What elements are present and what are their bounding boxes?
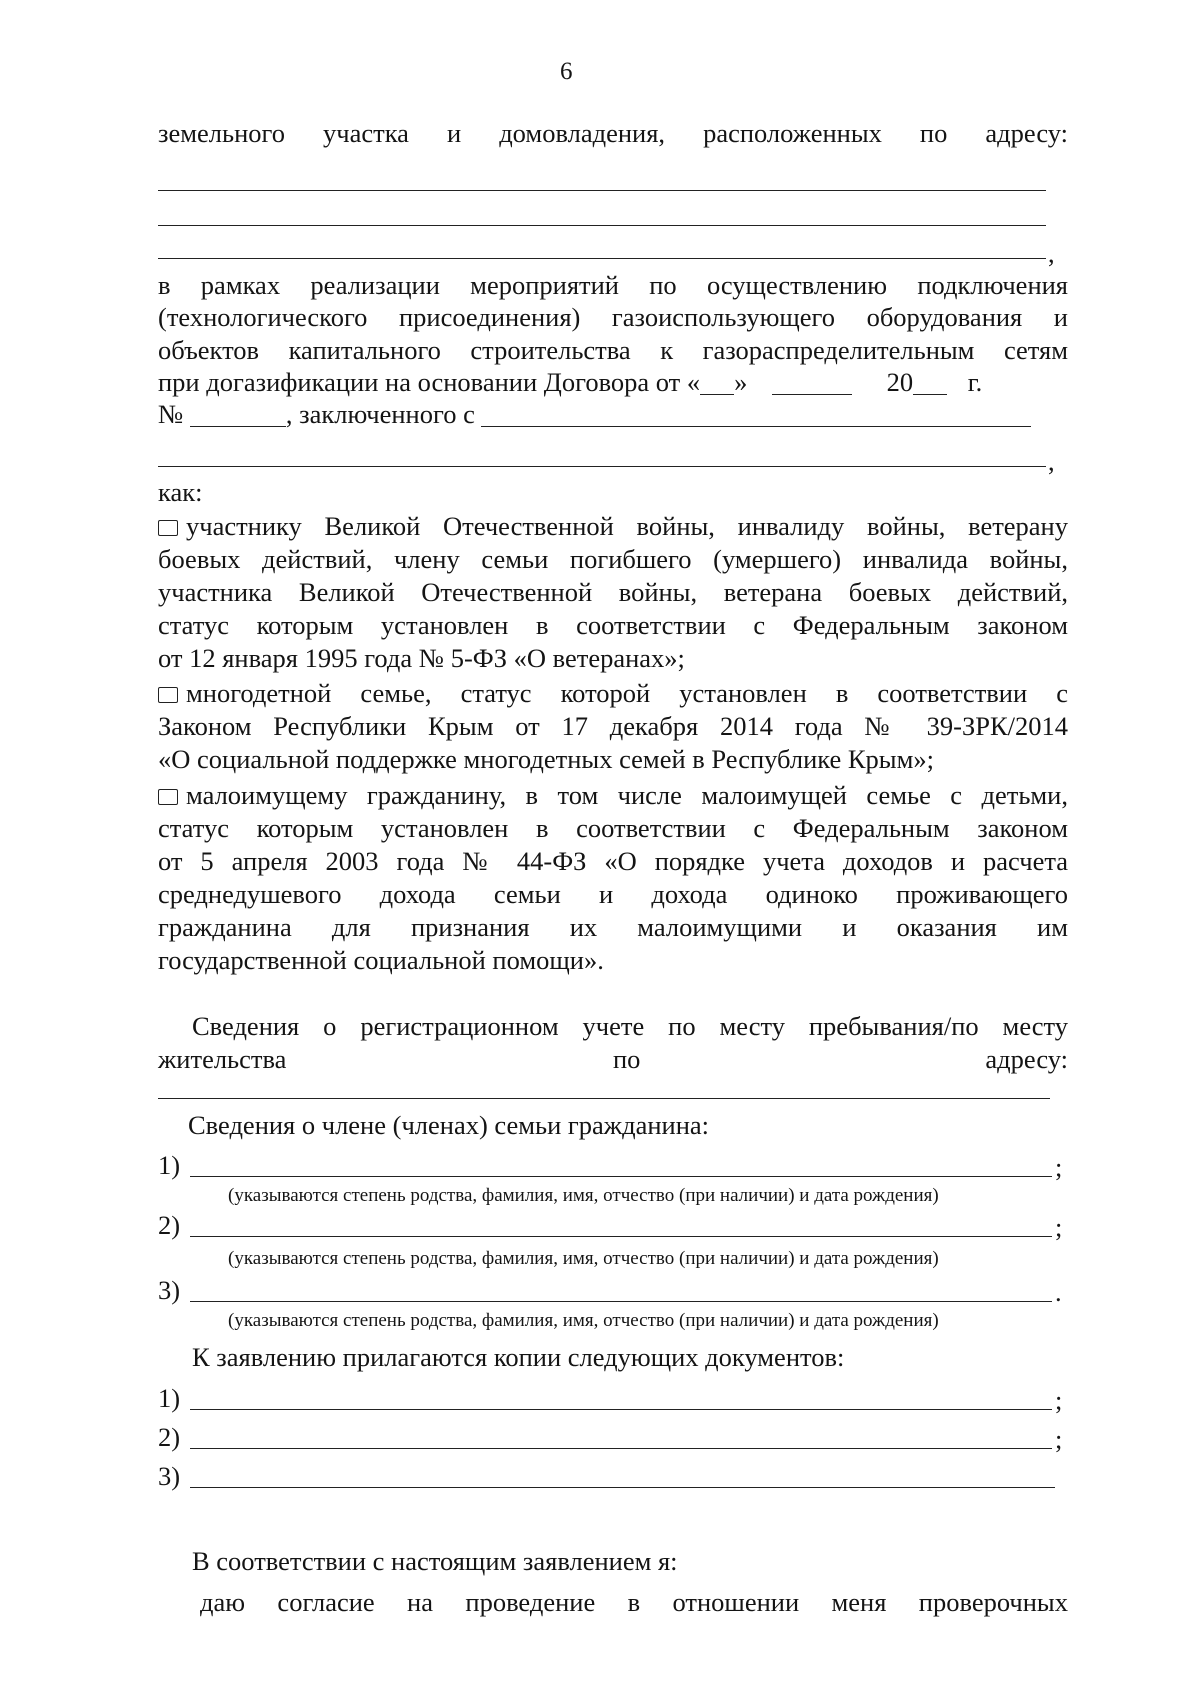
contract-date-label: при догазификации на основании Договора от « (158, 367, 701, 397)
registration-line-1: Сведения о регистрационном учете по месту пребывания/по месту (192, 1011, 1068, 1041)
status-option-3-line-2: статус которым установлен в соответствии с Федеральным законом (158, 813, 1068, 843)
status-option-3-line-1 (158, 780, 1068, 810)
contract-year-blank[interactable] (913, 370, 947, 395)
documents-item-1-end: ; (1055, 1385, 1063, 1415)
status-option-1-checkbox[interactable] (158, 520, 178, 536)
family-title: Сведения о члене (членах) семьи гражданина: (188, 1110, 710, 1140)
contract-year-suffix: г. (967, 367, 983, 397)
documents-item-2-number: 2) (158, 1422, 181, 1452)
status-option-3-line-3: от 5 апреля 2003 года № 44-ФЗ «О порядке учета доходов и расчета (158, 846, 1068, 876)
documents-item-1-blank[interactable] (190, 1409, 1052, 1410)
documents-item-3-blank[interactable] (190, 1487, 1055, 1488)
page-number: 6 (560, 58, 573, 85)
address-intro-line: земельного участка и домовладения, расположенных по адресу: (158, 118, 1068, 148)
contract-party-blank[interactable] (481, 402, 1031, 427)
consent-intro: В соответствии с настоящим заявлением я: (192, 1546, 678, 1576)
status-intro: как: (158, 477, 203, 507)
registration-word-residence: жительства (158, 1044, 287, 1074)
contract-year-prefix: 20 (886, 367, 914, 397)
family-item-3-caption: (указываются степень родства, фамилия, имя, отчество (при наличии) и дата рождения) (228, 1310, 939, 1331)
documents-item-1-number: 1) (158, 1383, 181, 1413)
contract-number-sign: № (158, 399, 184, 429)
family-item-1-blank[interactable] (190, 1176, 1052, 1177)
contract-month-blank[interactable] (772, 370, 852, 395)
status-option-2-checkbox[interactable] (158, 687, 178, 703)
family-item-3-blank[interactable] (190, 1301, 1052, 1302)
status-option-3-checkbox[interactable] (158, 789, 178, 805)
contract-line-3: объектов капитального строительства к газораспределительным сетям (158, 335, 1068, 365)
contract-comma: , (1048, 446, 1055, 476)
contract-day-blank[interactable] (700, 370, 734, 395)
contract-number-line (158, 399, 1068, 429)
family-item-3-number: 3) (158, 1275, 181, 1305)
contract-party-label: , заключенного с (285, 399, 475, 429)
status-option-2-line-2: Законом Республики Крым от 17 декабря 2014 года № 39-ЗРК/2014 (158, 711, 1068, 741)
family-item-1-number: 1) (158, 1150, 181, 1180)
status-option-2-line-3: «О социальной поддержке многодетных семей в Республике Крым»; (158, 744, 934, 774)
family-item-2-number: 2) (158, 1210, 181, 1240)
address-comma: , (1048, 238, 1055, 268)
contract-number-blank[interactable] (190, 402, 286, 427)
registration-address-blank[interactable] (158, 1098, 1050, 1099)
family-item-3-end: . (1055, 1277, 1062, 1307)
status-option-3-line-5: гражданина для признания их малоимущими и оказания им (158, 912, 1068, 942)
contract-date-line (158, 367, 1068, 397)
status-option-1-text: участнику Великой Отечественной войны, инвалиду войны, ветерану (186, 511, 1068, 541)
registration-word-address: адресу: (985, 1044, 1068, 1074)
address-blank-3[interactable] (158, 258, 1046, 259)
address-blank-1[interactable] (158, 190, 1046, 191)
contract-quote-close: » (734, 367, 748, 397)
status-option-1-line-1 (158, 511, 1068, 541)
status-option-3-line-4: среднедушевого дохода семьи и дохода одиноко проживающего (158, 879, 1068, 909)
documents-item-2-blank[interactable] (190, 1448, 1052, 1449)
family-item-1-end: ; (1055, 1152, 1063, 1182)
contract-line-2: (технологического присоединения) газоиспользующего оборудования и (158, 302, 1068, 332)
status-option-3-text: малоимущему гражданину, в том числе малоимущей семье с детьми, (186, 780, 1068, 810)
status-option-2-line-1 (158, 678, 1068, 708)
documents-item-3-number: 3) (158, 1461, 181, 1491)
status-option-1-line-3: участника Великой Отечественной войны, ветерана боевых действий, (158, 577, 1068, 607)
status-option-1-line-5: от 12 января 1995 года № 5-ФЗ «О ветеранах»; (158, 643, 685, 673)
registration-word-by: по (613, 1044, 641, 1074)
family-item-2-caption: (указываются степень родства, фамилия, имя, отчество (при наличии) и дата рождения) (228, 1248, 939, 1269)
status-option-1-line-4: статус которым установлен в соответствии с Федеральным законом (158, 610, 1068, 640)
documents-title: К заявлению прилагаются копии следующих документов: (192, 1342, 845, 1372)
family-item-2-blank[interactable] (190, 1236, 1052, 1237)
status-option-3-line-6: государственной социальной помощи». (158, 945, 604, 975)
contract-party-blank-2[interactable] (158, 466, 1046, 467)
documents-item-2-end: ; (1055, 1424, 1063, 1454)
address-blank-2[interactable] (158, 225, 1046, 226)
status-option-1-line-2: боевых действий, члену семьи погибшего (умершего) инвалида войны, (158, 544, 1068, 574)
status-option-2-text: многодетной семье, статус которой установлен в соответствии с (186, 678, 1068, 708)
family-item-1-caption: (указываются степень родства, фамилия, имя, отчество (при наличии) и дата рождения) (228, 1185, 939, 1206)
family-item-2-end: ; (1055, 1212, 1063, 1242)
consent-line-1: даю согласие на проведение в отношении меня проверочных (200, 1587, 1068, 1617)
contract-line-1: в рамках реализации мероприятий по осуществлению подключения (158, 270, 1068, 300)
